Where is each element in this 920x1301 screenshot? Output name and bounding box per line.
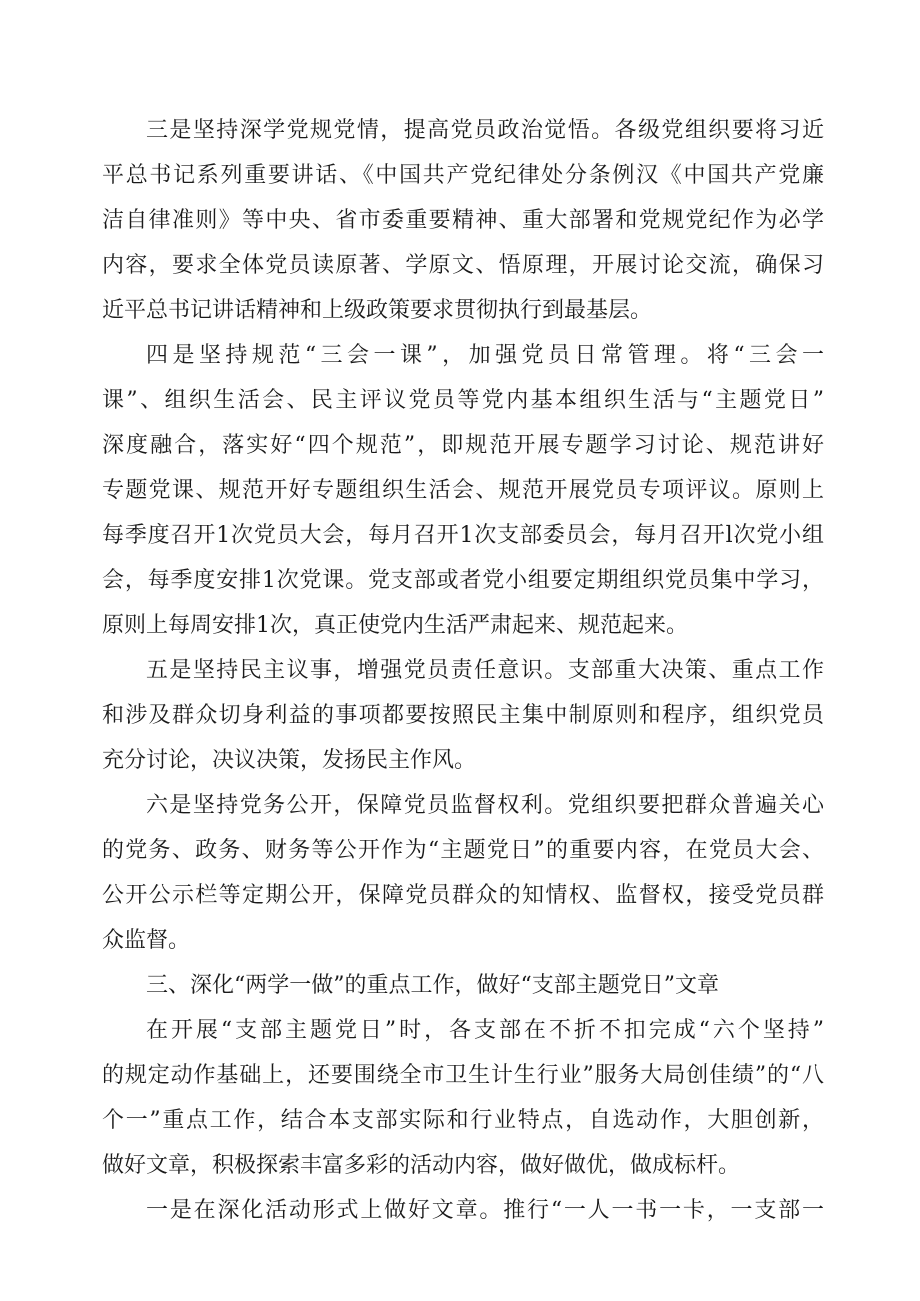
paragraph-2-line-2: 充分讨论，决议决策，发扬民主作风。 — [102, 748, 477, 773]
paragraph-5-line-1: 的规定动作基础上，还要围绕全市卫生计生行业”服务大局创佳绩”的“八 — [102, 1063, 824, 1088]
paragraph-0-line-0: 三是坚持深学党规党情，提高党员政治觉悟。各级党组织要将习近 — [146, 118, 824, 143]
paragraph-5-line-3: 做好文章，积极探索丰富多彩的活动内容，做好做优，做成标杆。 — [102, 1153, 741, 1178]
paragraph-1-line-5: 会，每季度安排1次党课。党支部或者党小组要定期组织党员集中学习， — [102, 568, 824, 593]
paragraph-1-line-2: 深度融合，落实好“四个规范”，即规范开展专题学习讨论、规范讲好 — [102, 433, 824, 458]
paragraph-0-line-3: 内容，要求全体党员读原著、学原文、悟原理，开展讨论交流，确保习 — [102, 253, 824, 278]
paragraph-3-line-0: 六是坚持党务公开，保障党员监督权利。党组织要把群众普遍关心 — [146, 793, 824, 818]
paragraph-1-line-3: 专题党课、规范开好专题组织生活会、规范开展党员专项评议。原则上 — [102, 478, 824, 503]
paragraph-6-line-0: 一是在深化活动形式上做好文章。推行“一人一书一卡，一支部一 — [146, 1198, 824, 1223]
paragraph-5-line-2: 个一”重点工作，结合本支部实际和行业特点，自选动作，大胆创新， — [102, 1108, 824, 1133]
document-body — [102, 108, 824, 1233]
paragraph-0-line-1: 平总书记系列重要讲话、《中国共产党纪律处分条例汉《中国共产党廉 — [102, 163, 824, 188]
section-heading: 三、深化“两学一做”的重点工作，做好“支部主题党日”文章 — [146, 973, 719, 998]
paragraph-5-line-0: 在开展“支部主题党日”时，各支部在不折不扣完成“六个坚持” — [146, 1018, 824, 1043]
paragraph-2-line-1: 和涉及群众切身利益的事项都要按照民主集中制原则和程序，组织党员 — [102, 703, 824, 728]
paragraph-0-line-4: 近平总书记讲话精神和上级政策要求贯彻执行到最基层。 — [102, 298, 653, 323]
paragraph-3-line-3: 众监督。 — [102, 928, 191, 953]
paragraph-1-line-0: 四是坚持规范“三会一课”，加强党员日常管理。将“三会一 — [146, 343, 824, 368]
paragraph-2-line-0: 五是坚持民主议事，增强党员责任意识。支部重大决策、重点工作 — [146, 658, 824, 683]
paragraph-1-line-4: 每季度召开1次党员大会，每月召开1次支部委员会，每月召开l次党小组 — [102, 523, 824, 548]
paragraph-1-line-1: 课”、组织生活会、民主评议党员等党内基本组织生活与“主题党日” — [102, 388, 824, 413]
paragraph-3-line-2: 公开公示栏等定期公开，保障党员群众的知情权、监督权，接受党员群 — [102, 883, 824, 908]
paragraph-3-line-1: 的党务、政务、财务等公开作为“主题党日”的重要内容，在党员大会、 — [102, 838, 824, 863]
paragraph-0-line-2: 洁自律准则》等中央、省市委重要精神、重大部署和党规党纪作为必学 — [102, 208, 824, 233]
paragraph-1-line-6: 原则上每周安排1次，真正使党内生活严肃起来、规范起来。 — [102, 613, 688, 638]
